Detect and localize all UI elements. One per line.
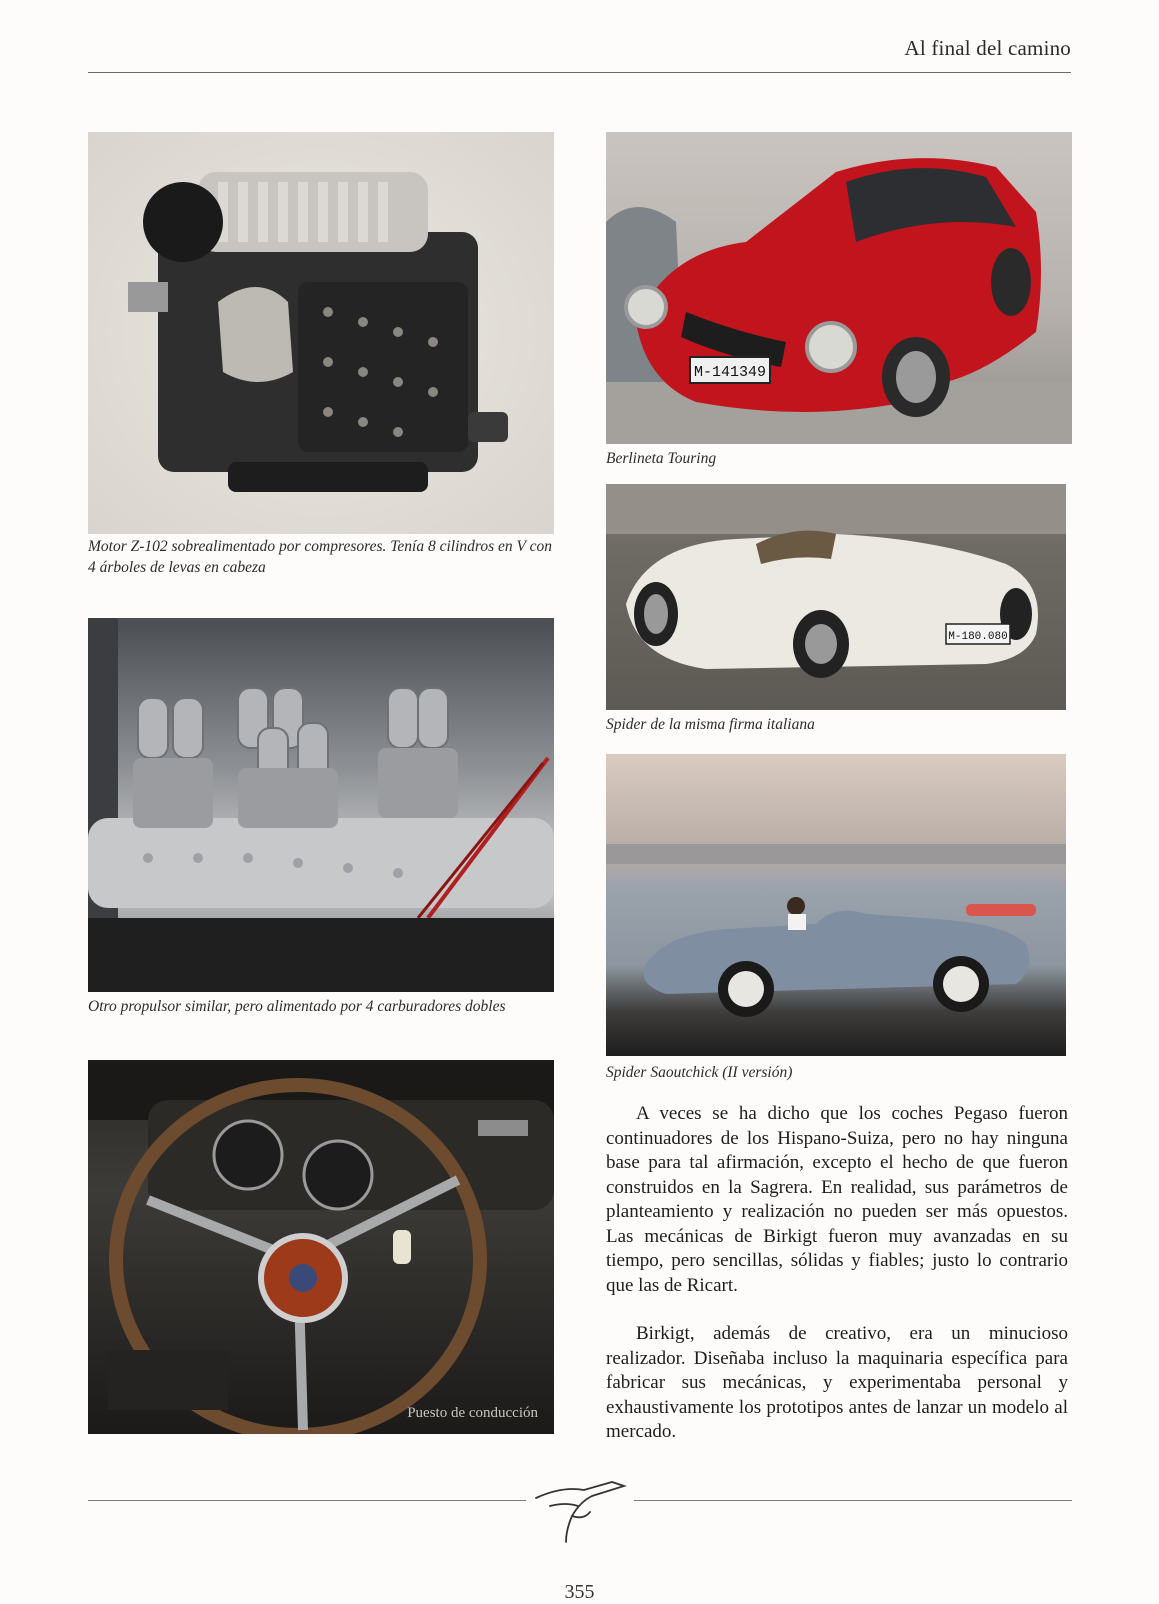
steering-wheel-illustration (88, 1060, 554, 1434)
running-header: Al final del camino (904, 36, 1071, 60)
saoutchick-photo (606, 754, 1066, 1056)
berlineta-plate-text: M-141349 (693, 364, 767, 381)
page-number: 355 (564, 1581, 595, 1603)
white-car-illustration (606, 484, 1066, 710)
body-paragraph: A veces se ha dicho que los coches Pegaso fueron continuadores de los Hispano-Suiza, pero no hay ninguna base para tal afirmación, excepto el hecho de que fueron construidos en la Sagrera. En realidad, sus parámetros de planteamiento y realización no pueden ser más opuestos. Las mecánicas de Birkigt fueron muy avanzadas en su tiempo, pero sencillas, sólidas y fiables; justo lo contrario que las de Ricart. (606, 1103, 1068, 1296)
red-car-illustration (606, 132, 1072, 444)
berlineta-caption: Berlineta Touring (606, 450, 717, 467)
dashboard-photo (88, 1060, 554, 1434)
footer-rule-right (634, 1500, 1072, 1501)
pegasus-logo-icon (532, 1468, 628, 1544)
engine-illustration (88, 132, 554, 534)
engine-caption: Motor Z-102 sobrealimentado por compresores. Tenía 8 cilindros en V con 4 árboles de levas en cabeza (88, 538, 552, 576)
spider-photo (606, 484, 1066, 710)
engine-photo (88, 132, 554, 534)
spider-plate-text: M-180.080 (948, 631, 1008, 643)
carburetors-caption: Otro propulsor similar, pero alimentado por 4 carburadores dobles (88, 998, 506, 1015)
body-paragraph: Birkigt, además de creativo, era un minucioso realizador. Diseñaba incluso la maquinaria específica para fabricar sus mecánicas, y experimentaba personal y exhaustivamente los prototipos antes de lanzar un modelo al mercado. (606, 1323, 1068, 1442)
saoutchick-caption: Spider Saoutchick (II versión) (606, 1064, 793, 1081)
carburetors-illustration (88, 618, 554, 992)
blue-car-illustration (606, 754, 1066, 1056)
carburetors-photo (88, 618, 554, 992)
berlineta-photo (606, 132, 1072, 444)
dashboard-overlay-caption: Puesto de conducción (407, 1405, 538, 1421)
header-rule (88, 72, 1071, 73)
spider-caption: Spider de la misma firma italiana (606, 716, 815, 733)
footer-rule-left (88, 1500, 526, 1501)
